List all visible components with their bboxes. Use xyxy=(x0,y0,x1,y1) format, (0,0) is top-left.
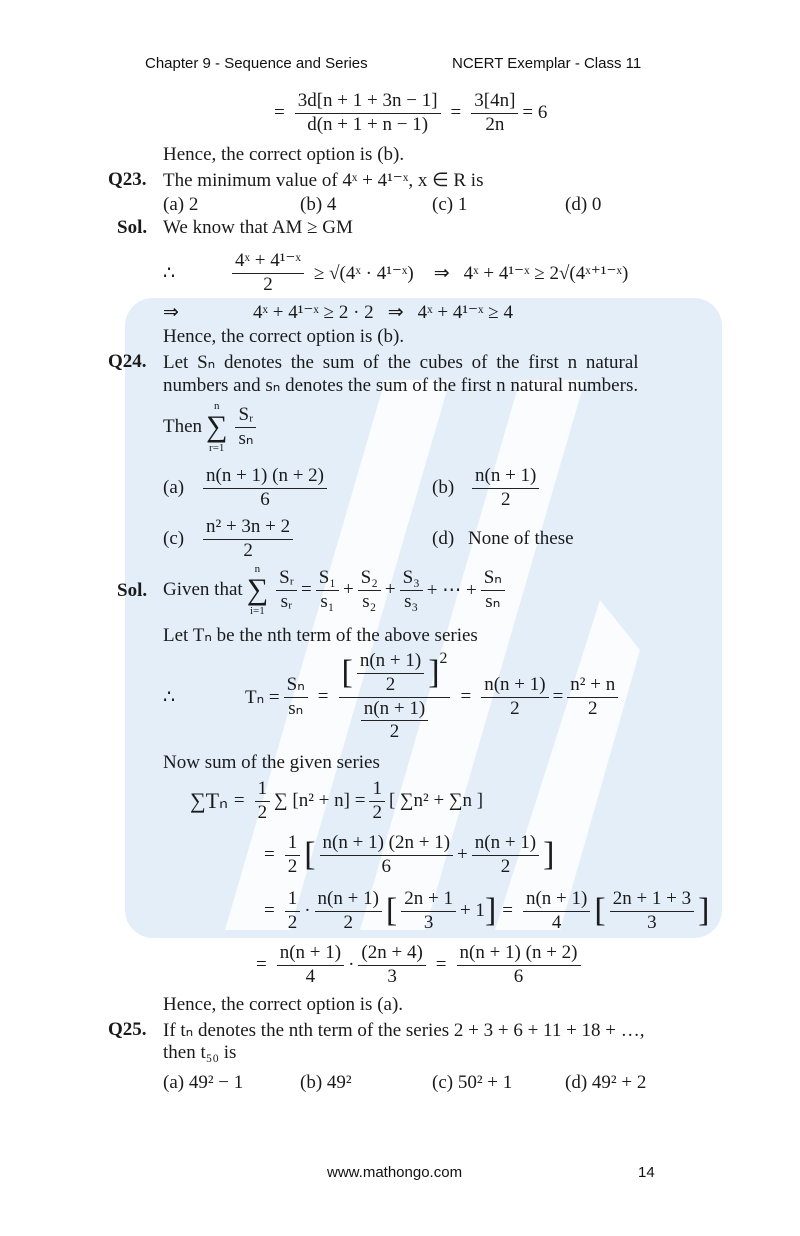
math-text: n xyxy=(213,400,220,412)
tn-equation xyxy=(163,650,622,744)
math-text: 2 xyxy=(287,911,298,933)
sum-line-3 xyxy=(258,888,709,935)
footer-link[interactable]: www.mathongo.com xyxy=(327,1164,463,1181)
math-text: ∴ xyxy=(163,262,176,284)
header-book: NCERT Exemplar - Class 11 xyxy=(452,55,642,72)
sum-line-1 xyxy=(190,778,483,825)
fraction xyxy=(232,250,304,297)
fraction xyxy=(315,888,382,935)
math-text: 2 xyxy=(263,273,273,295)
math-text: n(n + 1) xyxy=(315,888,382,912)
math-text: n(n + 1) (2n + 1) xyxy=(320,832,454,856)
math-text: r=1 xyxy=(209,442,225,454)
prev-equation xyxy=(268,90,547,137)
math-text: 6 xyxy=(260,488,270,510)
math-text: n(n + 1) xyxy=(472,832,539,856)
question-text: If tₙ denotes the nth term of the series 2 + 3 + 6 + 11 + 18 + …, xyxy=(163,1020,645,1041)
math-text: = xyxy=(552,686,564,708)
math-text: sₙ xyxy=(288,697,304,719)
bracket: [ xyxy=(341,654,353,692)
math-text: = xyxy=(264,900,275,922)
question-label: Q25. xyxy=(108,1019,147,1040)
math-text: 2 xyxy=(510,697,520,719)
fraction xyxy=(295,90,441,137)
math-text: = xyxy=(460,686,472,708)
math-text: (a) xyxy=(163,477,185,499)
math-text: 4 xyxy=(551,911,562,933)
math-text: ∑ [n² + n] = xyxy=(274,790,366,812)
sol-line-2 xyxy=(163,301,513,324)
math-text: = xyxy=(264,844,275,866)
page-number: 14 xyxy=(638,1164,655,1181)
math-text: sₙ xyxy=(485,590,501,612)
math-text: Sₙ xyxy=(284,674,308,698)
solution-text: We know that AM ≥ GM xyxy=(163,217,353,238)
question-label: Q24. xyxy=(108,351,147,372)
fraction xyxy=(284,674,308,721)
math-text: = xyxy=(450,102,462,124)
fraction xyxy=(357,650,424,697)
given-sum xyxy=(163,563,509,617)
option-d xyxy=(432,528,574,550)
math-text: n(n + 1) xyxy=(361,698,428,722)
math-text xyxy=(339,650,451,698)
sum-line-2 xyxy=(258,832,554,879)
math-text: Tₙ = xyxy=(245,686,280,708)
math-text: · xyxy=(304,900,311,922)
math-text xyxy=(206,400,227,454)
math-text: n(n + 1) (n + 2) xyxy=(457,942,581,966)
option-b: (b) 49² xyxy=(300,1072,352,1093)
math-text: 2 xyxy=(587,697,598,719)
math-text: n² + 3n + 2 xyxy=(203,516,293,540)
math-text: sᵣ xyxy=(280,590,293,612)
question-text: Let Sₙ denotes the sum of the cubes of the first n natural xyxy=(163,352,639,373)
question-text: numbers and sₙ denotes the sum of the first n natural numbers. xyxy=(163,375,639,396)
solution-label: Sol. xyxy=(117,580,148,601)
math-text: 2 xyxy=(500,855,511,877)
math-text: ≥ √(4ˣ · 4¹⁻ˣ) xyxy=(313,262,414,284)
fraction xyxy=(401,888,456,935)
math-text: n(n + 1) xyxy=(277,942,344,966)
math-text: 2 xyxy=(287,855,298,877)
fraction xyxy=(255,778,271,825)
math-text: 6 xyxy=(513,965,524,987)
math-text: 2 xyxy=(257,801,268,823)
option-a: (a) 49² − 1 xyxy=(163,1072,244,1093)
math-text: None of these xyxy=(468,528,574,549)
math-text: d(n + 1 + n − 1) xyxy=(307,113,429,135)
math-text: n² + n xyxy=(567,674,618,698)
math-text: n xyxy=(254,563,261,575)
bracket: ] xyxy=(484,892,497,930)
math-text: n(n + 1) xyxy=(357,650,424,674)
math-text: 2 xyxy=(439,650,448,667)
math-text: 2n xyxy=(485,113,505,135)
bracket: ] xyxy=(698,892,710,930)
question-text: The minimum value of 4ˣ + 4¹⁻ˣ, x ∈ R is xyxy=(163,170,484,191)
math-text: 3 xyxy=(387,965,397,987)
fraction xyxy=(285,888,301,935)
math-text: 2 xyxy=(243,539,253,561)
option-d: (d) 49² + 2 xyxy=(565,1072,647,1093)
math-text: = xyxy=(274,102,285,124)
option-b xyxy=(432,465,543,512)
option-c: (c) 50² + 1 xyxy=(432,1072,513,1093)
math-text: 2 xyxy=(385,673,396,695)
fraction xyxy=(472,465,539,512)
math-text: 4 xyxy=(305,965,316,987)
let-text: Let Tₙ be the nth term of the above series xyxy=(163,625,478,646)
fraction xyxy=(523,888,590,935)
math-text: S₁ xyxy=(316,567,339,591)
option-b: (b) 4 xyxy=(300,194,337,215)
fraction xyxy=(358,698,431,745)
math-text: Then xyxy=(163,416,203,437)
math-text: n(n + 1) xyxy=(472,465,539,489)
math-text: 3d[n + 1 + 3n − 1] xyxy=(295,90,441,114)
bracket: [ xyxy=(385,892,398,930)
math-text: s₃ xyxy=(404,590,419,612)
math-text: 4ˣ + 4¹⁻ˣ xyxy=(232,250,304,274)
hence-text: Hence, the correct option is (a). xyxy=(163,994,404,1015)
math-text: 1 xyxy=(285,888,301,912)
fraction xyxy=(358,942,425,989)
math-text: = xyxy=(233,790,245,812)
bracket: [ xyxy=(304,836,316,874)
hence-text: Hence, the correct option is (b). xyxy=(163,144,405,165)
math-text: (2n + 4) xyxy=(358,942,425,966)
math-text: ∑Tₙ xyxy=(190,788,228,814)
math-text: 2 xyxy=(372,801,382,823)
math-text: = 6 xyxy=(522,102,548,124)
fraction xyxy=(481,674,548,721)
math-text: ⇒ xyxy=(433,262,450,284)
math-text: = xyxy=(317,686,329,708)
math-text: Sᵣ xyxy=(276,567,297,591)
fraction xyxy=(235,404,256,451)
question-label: Q23. xyxy=(108,169,147,190)
fraction xyxy=(610,888,694,935)
math-text: s₂ xyxy=(362,590,377,612)
math-text: 2 xyxy=(343,911,353,933)
fraction xyxy=(277,942,344,989)
math-text: · xyxy=(348,954,355,976)
solution-label: Sol. xyxy=(117,217,148,238)
fraction xyxy=(316,567,339,614)
option-c: (c) 1 xyxy=(432,194,468,215)
math-text: 4ˣ + 4¹⁻ˣ ≥ 2√(4ˣ⁺¹⁻ˣ) xyxy=(463,262,629,284)
bracket: ] xyxy=(428,654,440,692)
math-text: s₁ xyxy=(320,590,335,612)
hence-text: Hence, the correct option is (b). xyxy=(163,326,405,347)
fraction xyxy=(400,567,423,614)
math-text: ∑ xyxy=(246,573,269,606)
math-text: 2n + 1 xyxy=(401,888,456,912)
math-text: 2 xyxy=(500,488,511,510)
math-text: = xyxy=(301,579,312,600)
math-text: sₙ xyxy=(238,427,254,449)
math-text: = xyxy=(256,954,267,976)
math-text: (d) xyxy=(432,528,455,549)
math-text: (c) xyxy=(163,528,185,550)
math-text: 4ˣ + 4¹⁻ˣ ≥ 2 · 2 xyxy=(253,302,374,323)
math-text: 4ˣ + 4¹⁻ˣ ≥ 4 xyxy=(417,302,513,323)
math-text: 2 xyxy=(389,721,400,743)
option-d: (d) 0 xyxy=(565,194,602,215)
sol-line-1 xyxy=(163,250,628,297)
now-text: Now sum of the given series xyxy=(163,752,380,773)
fraction xyxy=(369,778,385,825)
fraction xyxy=(339,650,451,744)
math-text: Sᵣ xyxy=(235,404,256,428)
math-text: 3 xyxy=(647,911,657,933)
fraction xyxy=(457,942,581,989)
option-a: (a) 2 xyxy=(163,194,199,215)
math-text: 3[4n] xyxy=(471,90,518,114)
option-a xyxy=(163,465,331,512)
math-text: 2n + 1 + 3 xyxy=(610,888,694,912)
math-text: Given that xyxy=(163,579,243,600)
fraction xyxy=(203,516,293,563)
question-text: then t₅₀ is xyxy=(163,1042,237,1063)
option-c xyxy=(163,516,297,563)
math-text: + ⋯ + xyxy=(426,579,477,601)
math-text: + xyxy=(342,579,354,600)
math-text: 1 xyxy=(285,832,301,856)
then-sum xyxy=(163,400,260,454)
math-text: S₃ xyxy=(400,567,423,591)
math-text: Sₙ xyxy=(481,567,505,591)
math-text: + 1 xyxy=(459,900,485,922)
header-chapter: Chapter 9 - Sequence and Series xyxy=(145,55,368,72)
math-text: ⇒ xyxy=(387,302,404,323)
fraction xyxy=(276,567,297,614)
math-text: 1 xyxy=(255,778,271,802)
fraction xyxy=(481,567,505,614)
bracket: [ xyxy=(594,892,606,930)
math-text: + xyxy=(457,844,468,866)
math-text: i=1 xyxy=(250,605,265,617)
math-text: 1 xyxy=(369,778,385,802)
math-text xyxy=(247,563,268,617)
math-text: 3 xyxy=(423,911,434,933)
fraction xyxy=(320,832,454,879)
fraction xyxy=(358,567,381,614)
math-text: n(n + 1) xyxy=(481,674,548,698)
fraction xyxy=(471,90,518,137)
math-text: ∑ xyxy=(206,410,228,443)
math-text: = xyxy=(435,954,447,976)
fraction xyxy=(472,832,539,879)
math-text: + xyxy=(384,579,396,600)
math-text: (b) xyxy=(432,477,455,499)
math-text: S₂ xyxy=(358,567,381,591)
fraction xyxy=(203,465,327,512)
math-text: n(n + 1) xyxy=(523,888,590,912)
math-text: ∴ xyxy=(163,686,176,708)
math-text: n(n + 1) (n + 2) xyxy=(203,465,327,489)
math-text: = xyxy=(502,900,513,922)
fraction xyxy=(567,674,618,721)
sum-line-4 xyxy=(250,942,585,989)
fraction xyxy=(285,832,301,879)
math-text: ⇒ xyxy=(163,302,179,323)
math-text: 6 xyxy=(381,855,392,877)
bracket: ] xyxy=(543,836,555,874)
math-text: [ ∑n² + ∑n ] xyxy=(388,790,484,812)
